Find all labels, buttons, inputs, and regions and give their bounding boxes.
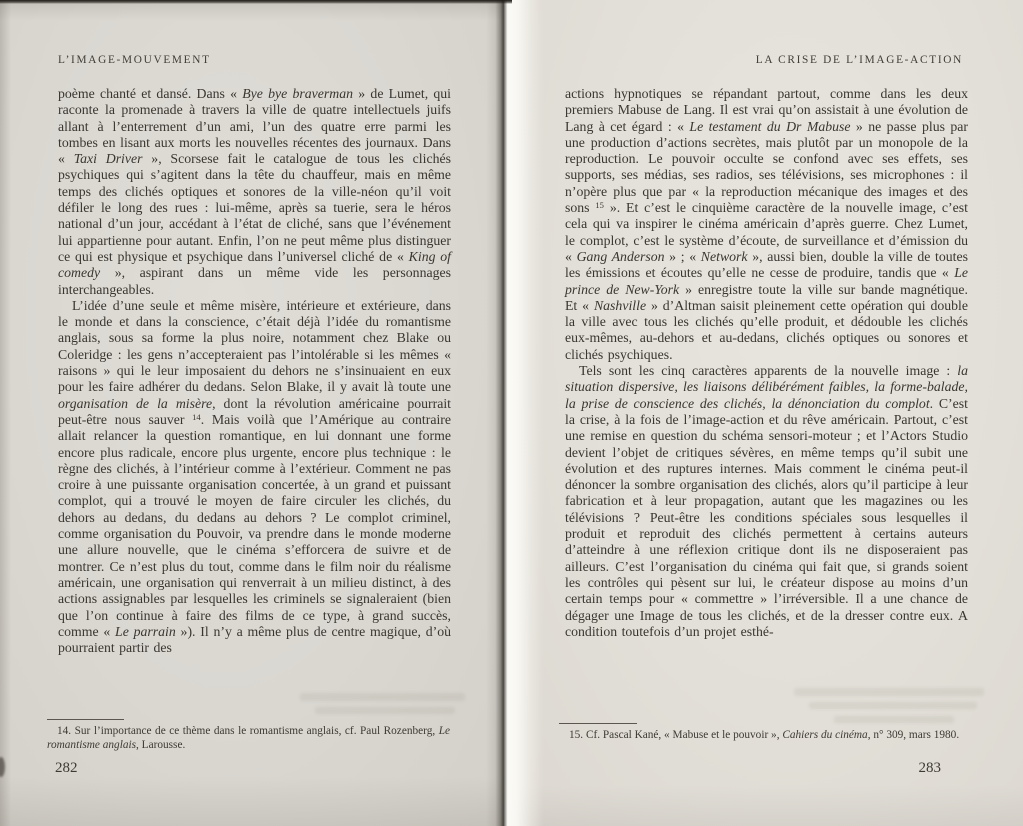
scan-top-edge [0, 0, 512, 4]
running-header-left: L’IMAGE-MOUVEMENT [58, 54, 211, 66]
paragraph: Tels sont les cinq caractères apparents de la nouvelle image : la situation dispersive, les liaisons délibérément faibles, la forme-balade, la prise de conscience des clichés, la dénonciation du complot. C’est la crise, à la fois de l’image-action et du rêve américain. Partout, c’est une remise en question du schéma sensori-moteur ; et l’Actors Studio devient l’objet de critiques sévères, en même temps qu’il subit une évolution et des ruptures internes. Mais comment le cinéma peut-il dénoncer la sombre organisation des clichés, alors qu’il participe à leur fabrication et à leur propagation, autant que les magazines ou les télévisions ? Peut-être les conditions spéciales sous lesquelles il produit et reproduit des clichés permettent à certains auteurs d’atteindre à une réflexion critique dont ils ne disposeraient pas ailleurs. C’est l’organisation du cinéma qui fait que, si grands soient les contrôles qui pèsent sur lui, le créateur dispose au moins d’un certain temps pour « commettre » l’irréversible. Il a une chance de dégager une Image de tous les clichés, et de la dresser contre eux. A condition toutefois d’un projet esthé- [565, 363, 968, 639]
showthrough-smudge [315, 707, 455, 714]
page-body-left [58, 86, 451, 656]
footnote-divider [47, 719, 124, 720]
footnote-divider [559, 723, 637, 724]
page-body-right [565, 86, 968, 640]
footnote-14: 14. Sur l’importance de ce thème dans le romantisme anglais, cf. Paul Rozenberg, Le romantisme anglais, Larousse. [47, 725, 450, 751]
page-right [504, 0, 1023, 826]
paragraph-continuation: actions hypnotiques se répandant partout, comme dans les deux premiers Mabuse de Lang. Il est vrai qu’on assistait à une évolution de Lang à cet égard : « Le testament du Dr Mabuse » ne passe plus par une production d’actions secrètes, mais plutôt par un monopole de la reproduction. Le pouvoir occulte se confond avec ses effets, ses supports, ses médias, ses radios, ses télévisions, ses microphones : il n’opère plus que par « la reproduction mécanique des images et des sons $^{15}$ ». Et c’est le cinquième caractère de la nouvelle image, c’est cela qui va inspirer le cinéma américain d’après guerre. Chez Lumet, le complot, c’est le système d’écoute, de surveillance et d’émission du « Gang Anderson » ; « Network », aussi bien, double la ville de toutes les émissions et écoutes qu’elle ne cesse de produire, tandis que « Le prince de New-York » enregistre toute la ville sur bande magnétique. Et « Nashville » d’Altman saisit pleinement cette opération qui double la ville avec tous les clichés qu’elle produit, et dédouble les clichés eux-mêmes, au-dehors et au-dedans, clichés optiques ou sonores et clichés psychiques. [565, 86, 968, 362]
showthrough-smudge [794, 688, 984, 696]
page-number-left: 282 [55, 760, 78, 776]
page-left [0, 0, 504, 826]
running-header-right: LA CRISE DE L’IMAGE-ACTION [755, 54, 963, 66]
showthrough-smudge [834, 716, 954, 723]
paragraph: L’idée d’une seule et même misère, intérieure et extérieure, dans le monde et dans la conscience, c’était déjà l’idée du romantisme anglais, sous sa forme la plus noire, notamment chez Blake ou Coleridge : les gens n’accepteraient pas l’intolérable si les mêmes « raisons » qui le leur imposaient du dehors ne s’insinuaient en eux pour les faire adhérer du dedans. Selon Blake, il y avait là toute une organisation de la misère, dont la révolution américaine pourrait peut-être nous sauver $^{14}$. Mais voilà que l’Amérique au contraire allait relancer la question romantique, en lui donnant une forme encore plus radicale, encore plus urgente, encore plus technique : le règne des clichés, à l’intérieur comme à l’extérieur. Comment ne pas croire à une puissante organisation concertée, à un grand et puissant complot, qui a trouvé le moyen de faire circuler les clichés, du dehors au dedans, du dedans au dehors ? Le complot criminel, comme organisation du Pouvoir, va prendre dans le monde moderne une allure nouvelle, que le cinéma s’efforcera de suivre et de montrer. Ce n’est plus du tout, comme dans le film noir du réalisme américain, une organisation qui renverrait à un milieu distinct, à des actions assignables par lesquelles les criminels se signaleraient (bien que l’on continue à faire des films de ce type, à grand succès, comme « Le parrain »). Il n’y a même plus de centre magique, d’où pourraient partir des [58, 297, 452, 656]
showthrough-smudge [300, 693, 465, 701]
showthrough-smudge [809, 702, 977, 709]
page-number-right: 283 [918, 760, 941, 776]
footnote-15: 15. Cf. Pascal Kané, « Mabuse et le pouvoir », Cahiers du cinéma, n° 309, mars 1980. [569, 729, 960, 741]
paragraph-continuation: poème chanté et dansé. Dans « Bye bye braverman » de Lumet, qui raconte la promenade à travers la ville de quatre intellectuels juifs allant à l’enterrement d’un ami, l’un des quatre erre parmi les tombes en lisant aux morts les nouvelles récentes des journaux. Dans « Taxi Driver », Scorsese fait le catalogue de tous les clichés psychiques qui s’agitent dans la tête du chauffeur, mais en même temps des clichés optiques et sonores de la ville-néon qu’il voit défiler le long des rues : lui-même, après sa tuerie, sera le héros national d’un jour, accédant à l’état de cliché, sans que l’événement lui appartienne pour autant. Enfin, l’on ne peut même plus distinguer ce qui est physique et psychique dans l’universel cliché de « King of comedy », aspirant dans un même vide les personnages interchangeables. [58, 86, 452, 297]
